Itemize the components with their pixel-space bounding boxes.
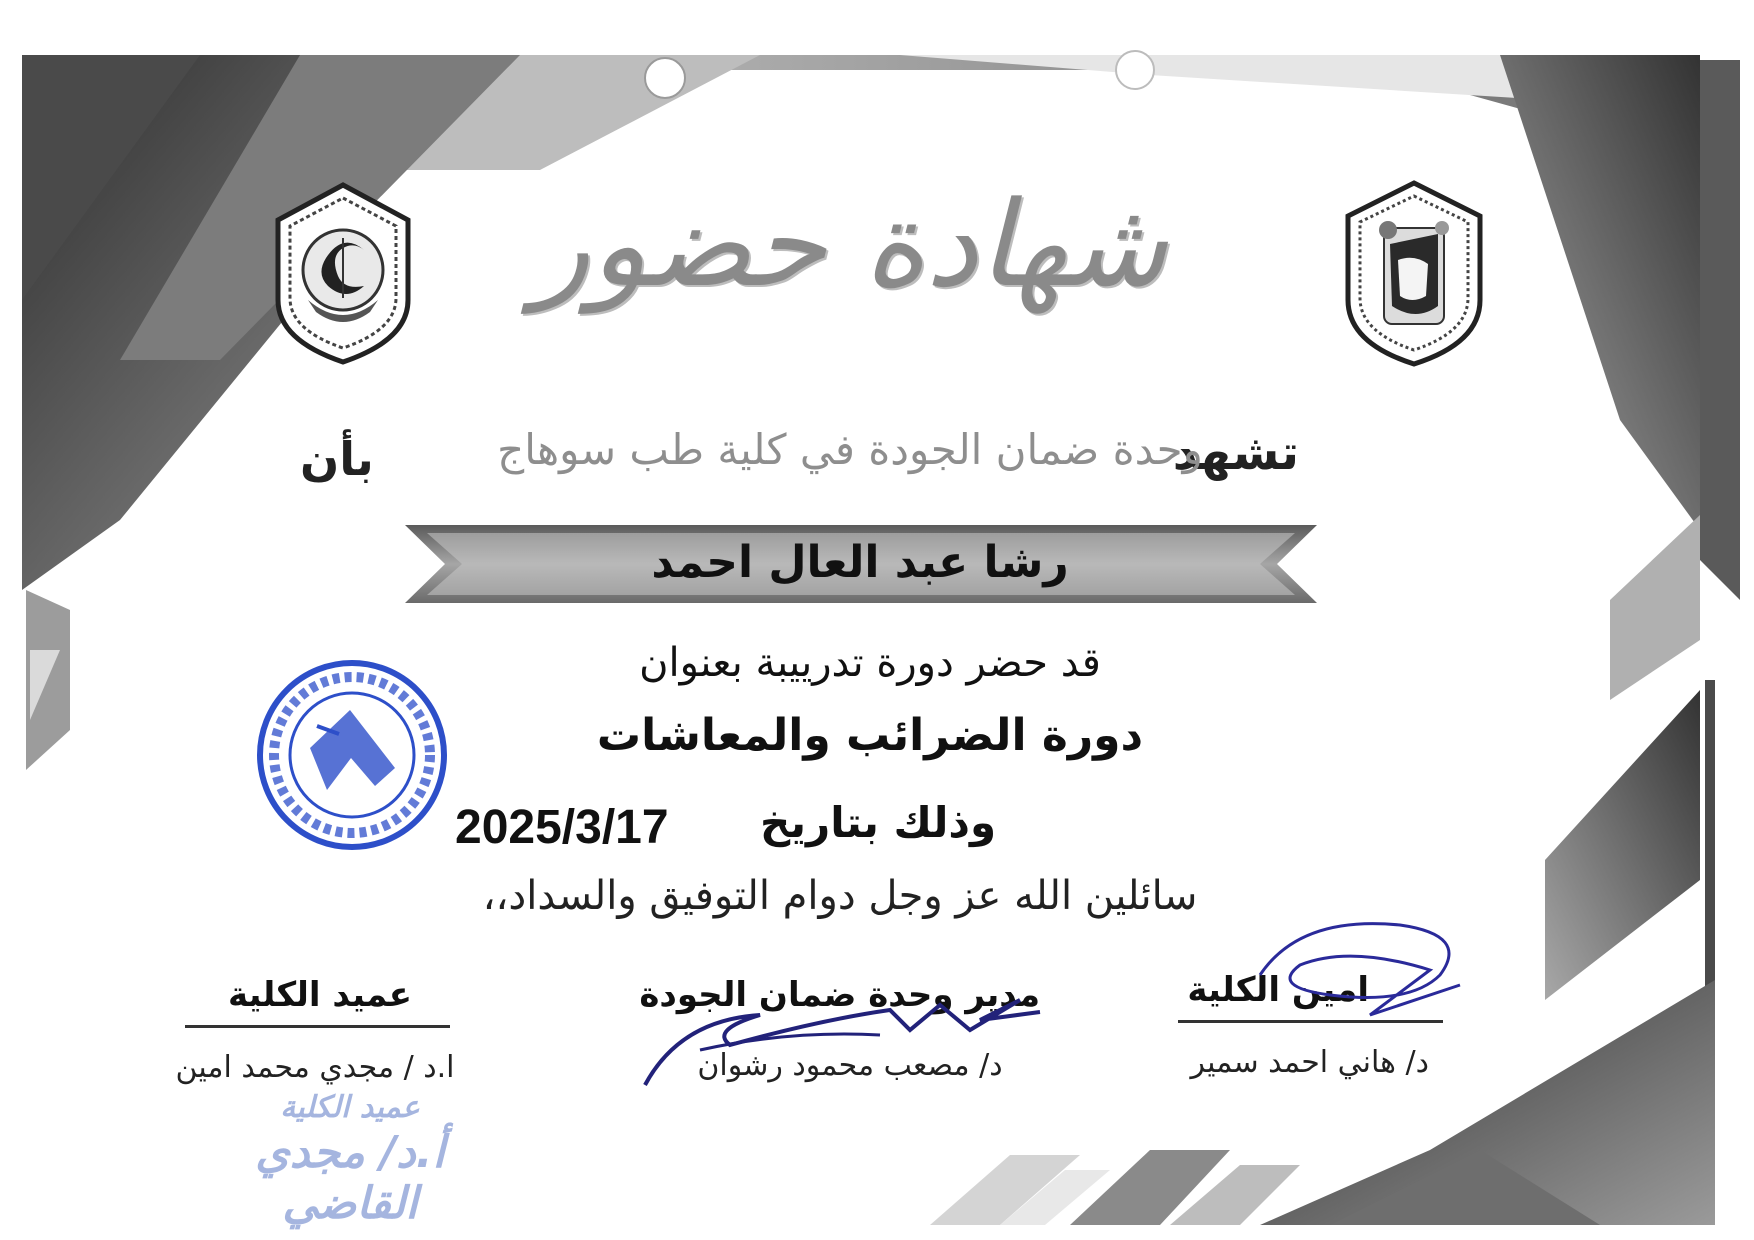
date-label: وذلك بتاريخ bbox=[760, 798, 997, 847]
faculty-emblem-icon bbox=[268, 180, 418, 365]
university-emblem-icon bbox=[1338, 178, 1490, 368]
signature-line-dean bbox=[185, 1025, 450, 1028]
certifies-label: تشهد bbox=[1172, 425, 1299, 481]
date-value: 2025/3/17 bbox=[455, 801, 669, 854]
signature-secretary bbox=[1240, 915, 1470, 1025]
attended-line: قد حضر دورة تدرييبة بعنوان bbox=[639, 640, 1101, 686]
signature-quality bbox=[640, 990, 1050, 1090]
dean-stamp bbox=[200, 1090, 500, 1229]
dean-stamp-title: عميد الكلية bbox=[280, 1090, 420, 1125]
signatory-name-dean: ا.د / مجدي محمد امين bbox=[175, 1050, 455, 1085]
recipient-name: رشا عبد العال احمد bbox=[651, 537, 1069, 588]
signatory-name-quality: د/ مصعب محمود رشوان bbox=[697, 1048, 1003, 1083]
signatory-role-secretary: امين الكلية bbox=[1187, 970, 1369, 1010]
issuer-name: وحدة ضمان الجودة في كلية طب سوهاج bbox=[497, 425, 1203, 474]
official-seal-icon bbox=[255, 658, 450, 853]
signatory-role-quality: مدير وحدة ضمان الجودة bbox=[639, 975, 1040, 1015]
dean-stamp-name: أ.د/ مجدي القاضي bbox=[255, 1127, 445, 1229]
course-title: دورة الضرائب والمعاشات bbox=[596, 710, 1144, 761]
that-label: بأن bbox=[300, 432, 374, 486]
certificate-title: شهادة حضور bbox=[532, 175, 1168, 313]
closing-line: سائلين الله عز وجل دوام التوفيق والسداد،، bbox=[482, 873, 1198, 919]
signatory-name-secretary: د/ هاني احمد سمير bbox=[1190, 1045, 1429, 1080]
signatory-role-dean: عميد الكلية bbox=[228, 975, 412, 1015]
